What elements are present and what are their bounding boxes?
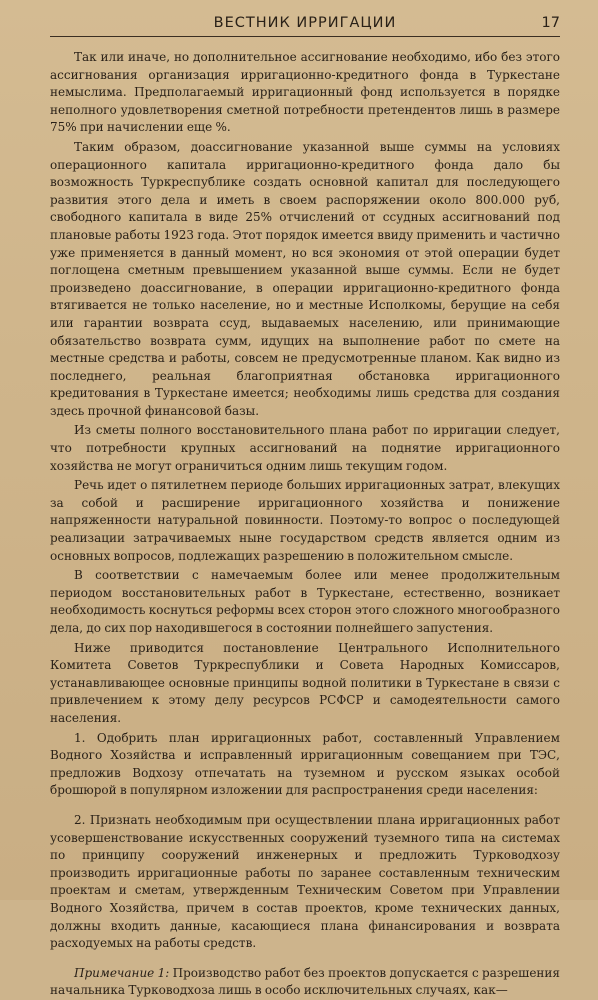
resolution-item-2: 2. Признать необходимым при осуществлении плана ирригационных работ усовершенствование искусственных сооружений туземного типа на системах по принципу сооружений инженерных и предложить Турководхозу производить ирригационные работы по заранее составленным техническим проектам и сметам, утвержденным Техническим Советом при Управлении Водного Хозяйства, причем в состав проектов, кроме технических данных, должны входить данные, касающиеся плана финансирования и возврата расходуемых на работы средств. (50, 812, 560, 951)
paragraph-3: Из сметы полного восстановительного плана работ по ирригации следует, что потребности крупных ассигнований на поднятие ирригационного хозяйства не могут ограничиться одним лишь текущим годом. (50, 423, 560, 473)
note-paragraph (50, 965, 560, 1000)
paragraph-4: Речь идет о пятилетнем периоде больших ирригационных затрат, влекущих за собой и расширение ирригационного хозяйства и понижение напряженности натуральной повинности. Поэтому-то вопрос о последующей реализации затрачиваемых ныне государством средств является одним из основных вопросов, подлежащих разрешению в положительном смысле. (50, 478, 560, 563)
page-header (50, 14, 560, 37)
resolution-item-1: 1. Одобрить план ирригационных работ, составленный Управлением Водного Хозяйства и исправленный ирригационным совещанием при ТЭС, предложив Водхозу отпечатать на туземном и русском языках особой брошюрой в популярном изложении для распространения среди населения: (50, 730, 560, 798)
article-body (50, 49, 560, 1000)
note-label: Примечание 1: (74, 965, 170, 980)
paragraph-1: Так или иначе, но дополнительное ассигнование необходимо, ибо без этого ассигнования организация ирригационно-кредитного фонда в Туркестане немыслима. Предполагаемый ирригационный фонд используется в порядке неполного удовлетворения сметной потребности претендентов лишь в размере 75% при начислении еще %. (50, 50, 560, 135)
note-text: Производство работ без проектов допускается с разрешения начальника Турководхоза лишь в особо исключительных случаях, как— (50, 965, 560, 998)
journal-title: ВЕСТНИК ИРРИГАЦИИ (213, 15, 397, 31)
paragraph-5: В соответствии с намечаемым более или менее продолжительным периодом восстановительных работ в Туркестане, естественно, возникает необходимость коснуться реформы всех сторон этого сложного многообразного дела, до сих пор находившегося в состоянии полнейшего запустения. (50, 568, 560, 635)
paragraph-6: Ниже приводится постановление Центрального Исполнительного Комитета Советов Туркреспублики и Совета Народных Комиссаров, устанавливающее основные принципы водной политики в Туркестане в связи с привлечением к этому делу ресурсов РСФСР и самодеятельности самого населения. (50, 640, 560, 725)
page-number: 17 (541, 15, 560, 31)
paragraph-2: Таким образом, доассигнование указанной выше суммы на условиях операционного капитала ирригационно-кредитного фонда дало бы возможность Туркреспублике создать основной капитал для последующего развития этого дела и иметь в своем распоряжении около 800.000 руб, свободного капитала в виде 25% отчислений от ссудных ассигнований под плановые работы 1923 года. Этот порядок имеется ввиду применить и частично уже применяется в данный момент, но вся экономия от этой операции будет поглощена сметным превышением указанной выше суммы. Если не будет произведено доассигнование, в операции ирригационно-кредитного фонда втягивается не только население, но и местные Исполкомы, берущие на себя или гарантии возврата ссуд, выдаваемых населению, или принимающие обязательство возврата сумм, идущих на выполнение работ по смете на местные средства и работы, совсем не предусмотренные планом. Как видно из последнего, реальная благоприятная обстановка ирригационного кредитования в Туркестане имеется; необходимы лишь средства для создания здесь прочной финансовой базы. (50, 139, 561, 418)
